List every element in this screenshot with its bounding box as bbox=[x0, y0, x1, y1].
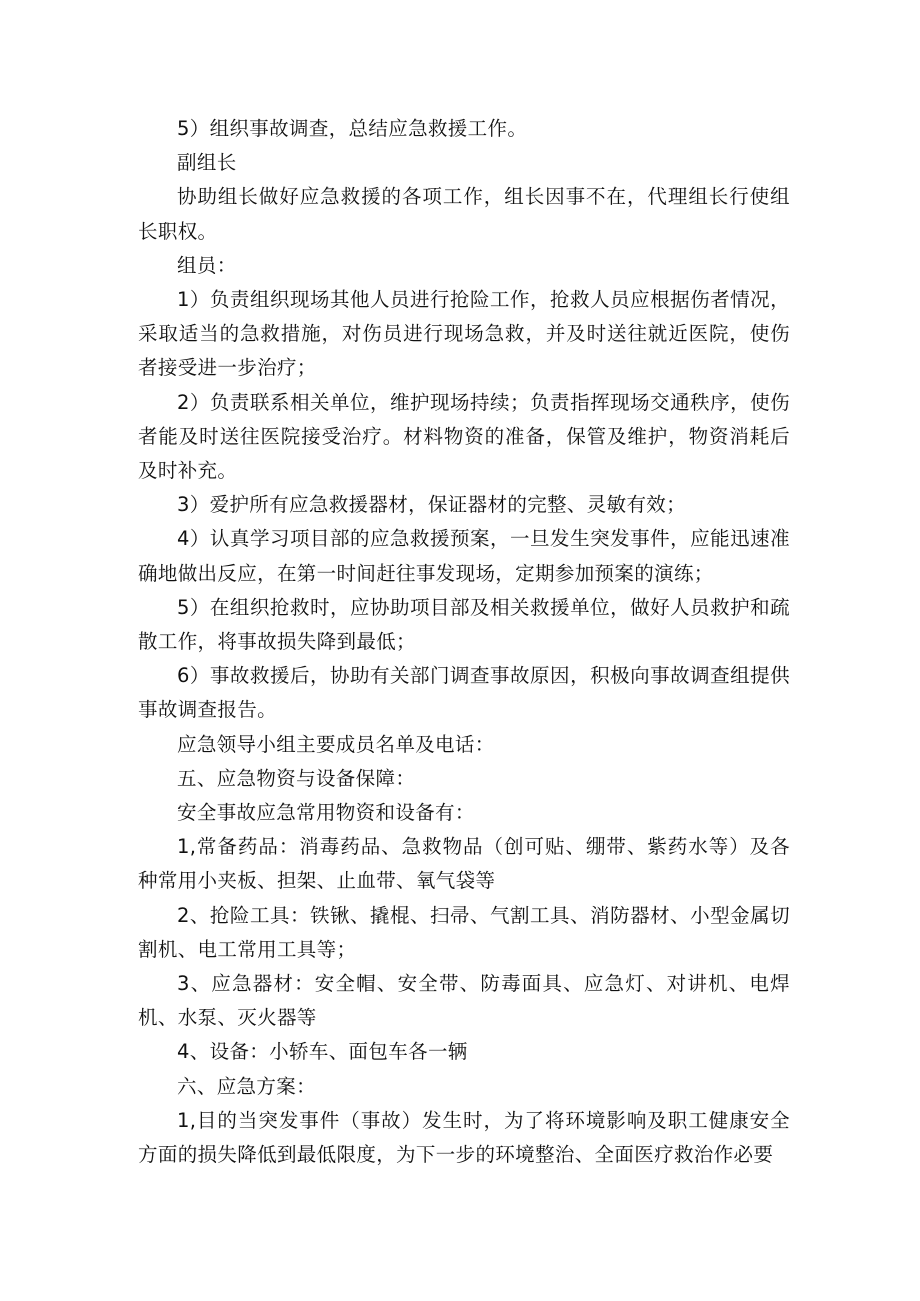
paragraph-contact-list: 应急领导小组主要成员名单及电话： bbox=[177, 732, 495, 756]
paragraph-member-duty-3: 3）爱护所有应急救援器材，保证器材的完整、灵敏有效； bbox=[177, 493, 687, 517]
paragraph-team-leader-duty-5: 5）组织事故调查，总结应急救援工作。 bbox=[177, 117, 528, 140]
section-heading-plan: 六、应急方案： bbox=[177, 1074, 316, 1098]
paragraph-member-duty-4: 4）认真学习项目部的应急救援预案，一旦发生突发事件，应能迅速准确地做出反应，在第一时间赶往事发现场，定期参加预案的演练； bbox=[138, 527, 790, 585]
section-heading-supplies: 五、应急物资与设备保障： bbox=[177, 766, 416, 790]
paragraph-member-duty-5: 5）在组织抢救时，应协助项目部及相关救援单位，做好人员救护和疏散工作，将事故损失降到最低； bbox=[138, 595, 790, 654]
paragraph-deputy-leader-heading: 副组长 bbox=[177, 151, 237, 175]
paragraph-plan-purpose: 1,目的当突发事件（事故）发生时，为了将环境影响及职工健康安全方面的损失降低到最低限度，为下一步的环境整治、全面医疗救治作必要 bbox=[138, 1108, 790, 1167]
paragraph-member-duty-1: 1）负责组织现场其他人员进行抢险工作，抢救人员应根据伤者情况，采取适当的急救措施，对伤员进行现场急救，并及时送往就近医院，使伤者接受进一步治疗； bbox=[138, 288, 790, 380]
paragraph-supplies-equipment: 3、应急器材：安全帽、安全带、防毒面具、应急灯、对讲机、电焊机、水泵、灭火器等 bbox=[138, 972, 790, 1030]
paragraph-supplies-medicine: 1,常备药品：消毒药品、急救物品（创可贴、绷带、紫药水等）及各种常用小夹板、担架、止血带、氧气袋等 bbox=[138, 835, 790, 893]
paragraph-deputy-leader-duty: 协助组长做好应急救援的各项工作，组长因事不在，代理组长行使组长职权。 bbox=[138, 185, 790, 243]
paragraph-supplies-tools: 2、抢险工具：铁锹、撬棍、扫帚、气割工具、消防器材、小型金属切割机、电工常用工具等； bbox=[138, 903, 790, 961]
paragraph-members-heading: 组员： bbox=[177, 253, 237, 277]
paragraph-supplies-vehicles: 4、设备：小轿车、面包车各一辆 bbox=[177, 1040, 468, 1064]
paragraph-member-duty-2: 2）负责联系相关单位，维护现场持续；负责指挥现场交通秩序，使伤者能及时送往医院接受治疗。材料物资的准备，保管及维护，物资消耗后及时补充。 bbox=[138, 390, 790, 483]
paragraph-member-duty-6: 6）事故救援后，协助有关部门调查事故原因，积极向事故调查组提供事故调查报告。 bbox=[138, 664, 790, 722]
paragraph-supplies-intro: 安全事故应急常用物资和设备有： bbox=[177, 801, 475, 825]
document-body bbox=[138, 112, 790, 1172]
